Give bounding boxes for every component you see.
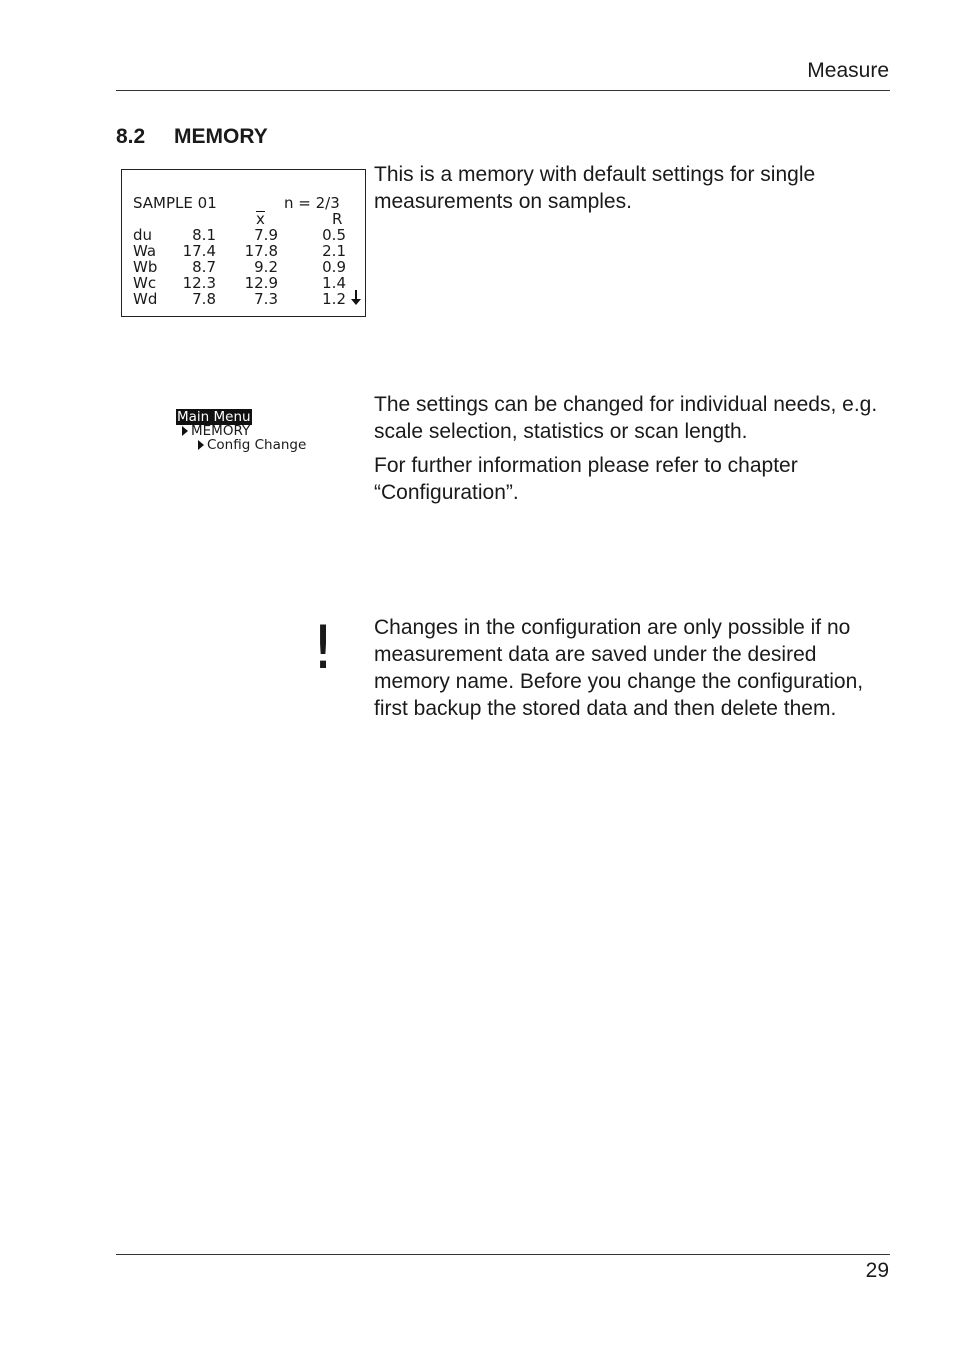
row-range: 1.4	[322, 274, 346, 292]
row-mean: 17.8	[244, 242, 278, 260]
row-range: 1.2	[322, 290, 346, 308]
warning-icon: !	[311, 613, 336, 683]
row-name: Wc	[133, 274, 157, 292]
row-value: 8.7	[192, 258, 216, 276]
memory-display-screen	[121, 169, 366, 317]
footer-rule	[116, 1254, 890, 1255]
count-label: n = 2/3	[284, 194, 340, 212]
row-name: Wb	[133, 258, 158, 276]
row-range: 0.5	[322, 226, 346, 244]
row-name: Wd	[133, 290, 158, 308]
header-title: Measure	[807, 59, 889, 82]
row-value: 17.4	[182, 242, 216, 260]
page-number: 29	[865, 1259, 889, 1282]
menu-level2-label: Config Change	[207, 437, 307, 453]
row-name: du	[133, 226, 153, 244]
row-name: Wa	[133, 242, 157, 260]
row-mean: 7.3	[254, 290, 278, 308]
section-heading	[116, 125, 268, 149]
sample-label: SAMPLE 01	[133, 194, 217, 212]
section-title: MEMORY	[174, 125, 268, 148]
row-value: 12.3	[182, 274, 216, 292]
menu-main-label: Main Menu	[177, 409, 251, 425]
row-mean: 7.9	[254, 226, 278, 244]
header-rule	[116, 90, 890, 91]
row-value: 7.8	[192, 290, 216, 308]
row-range: 2.1	[322, 242, 346, 260]
row-range: 0.9	[322, 258, 346, 276]
row-mean: 9.2	[254, 258, 278, 276]
triangle-right-icon	[182, 426, 188, 436]
section-number: 8.2	[116, 125, 146, 148]
triangle-right-icon	[198, 440, 204, 450]
mean-column-header: x	[256, 210, 265, 228]
row-mean: 12.9	[244, 274, 278, 292]
reference-paragraph: For further information please refer to chapter “Configuration”.	[374, 454, 798, 504]
settings-paragraph: The settings can be changed for individual needs, e.g. scale selection, statistics or scan length.	[374, 393, 878, 443]
range-column-header: R	[332, 210, 343, 228]
row-value: 8.1	[192, 226, 216, 244]
intro-paragraph: This is a memory with default settings for single measurements on samples.	[374, 163, 816, 213]
warning-paragraph: Changes in the configuration are only possible if no measurement data are saved under the desired memory name. Before you change the configuration, first backup the stored data and then delete them.	[374, 616, 864, 720]
arrow-down-icon	[350, 290, 362, 306]
menu-level1-label: MEMORY	[191, 423, 251, 439]
